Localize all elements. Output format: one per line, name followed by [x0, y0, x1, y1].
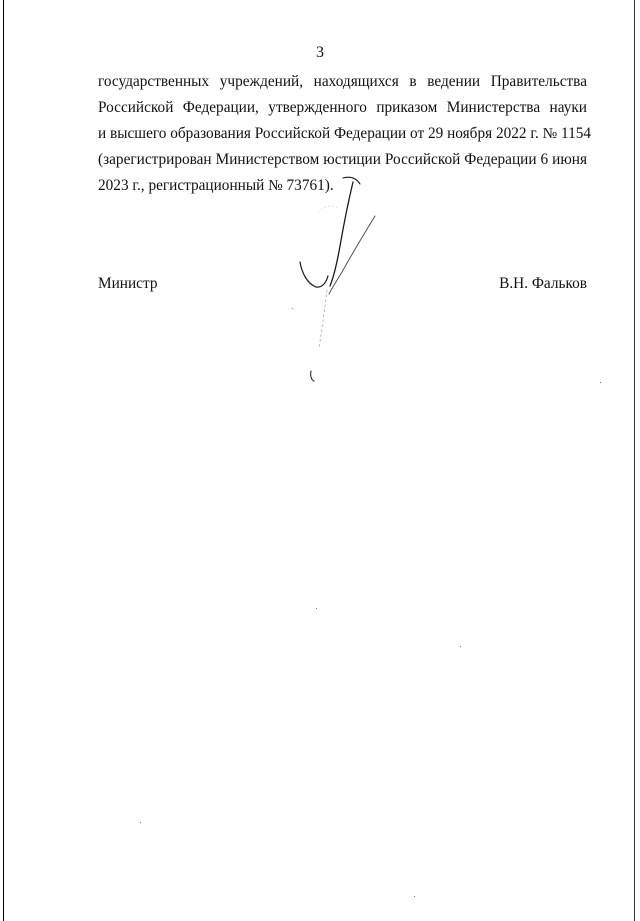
- body-line-5: 2023 г., регистрационный № 73761).: [98, 177, 334, 194]
- body-line-4: (зарегистрирован Министерством юстиции Российской Федерации 6 июня: [98, 151, 587, 168]
- body-line-3: и высшего образования Российской Федерации от 29 ноября 2022 г. № 1154: [98, 125, 592, 142]
- scan-speck: [316, 608, 317, 609]
- body-line-1: государственных учреждений, находящихся в ведении Правительства: [98, 73, 587, 90]
- scan-speck: [414, 896, 415, 897]
- signer-title: Министр: [98, 275, 158, 292]
- page-number: 3: [316, 44, 324, 61]
- body-line-2: Российской Федерации, утвержденного приказом Министерства науки: [98, 99, 587, 116]
- scan-speck: [600, 382, 601, 383]
- scan-speck: [140, 822, 141, 823]
- scan-left-edge: [3, 0, 4, 921]
- scan-right-edge: [634, 0, 635, 921]
- scan-speck: [460, 646, 461, 647]
- signer-name: В.Н. Фальков: [499, 275, 587, 292]
- handwritten-signature: [280, 168, 390, 393]
